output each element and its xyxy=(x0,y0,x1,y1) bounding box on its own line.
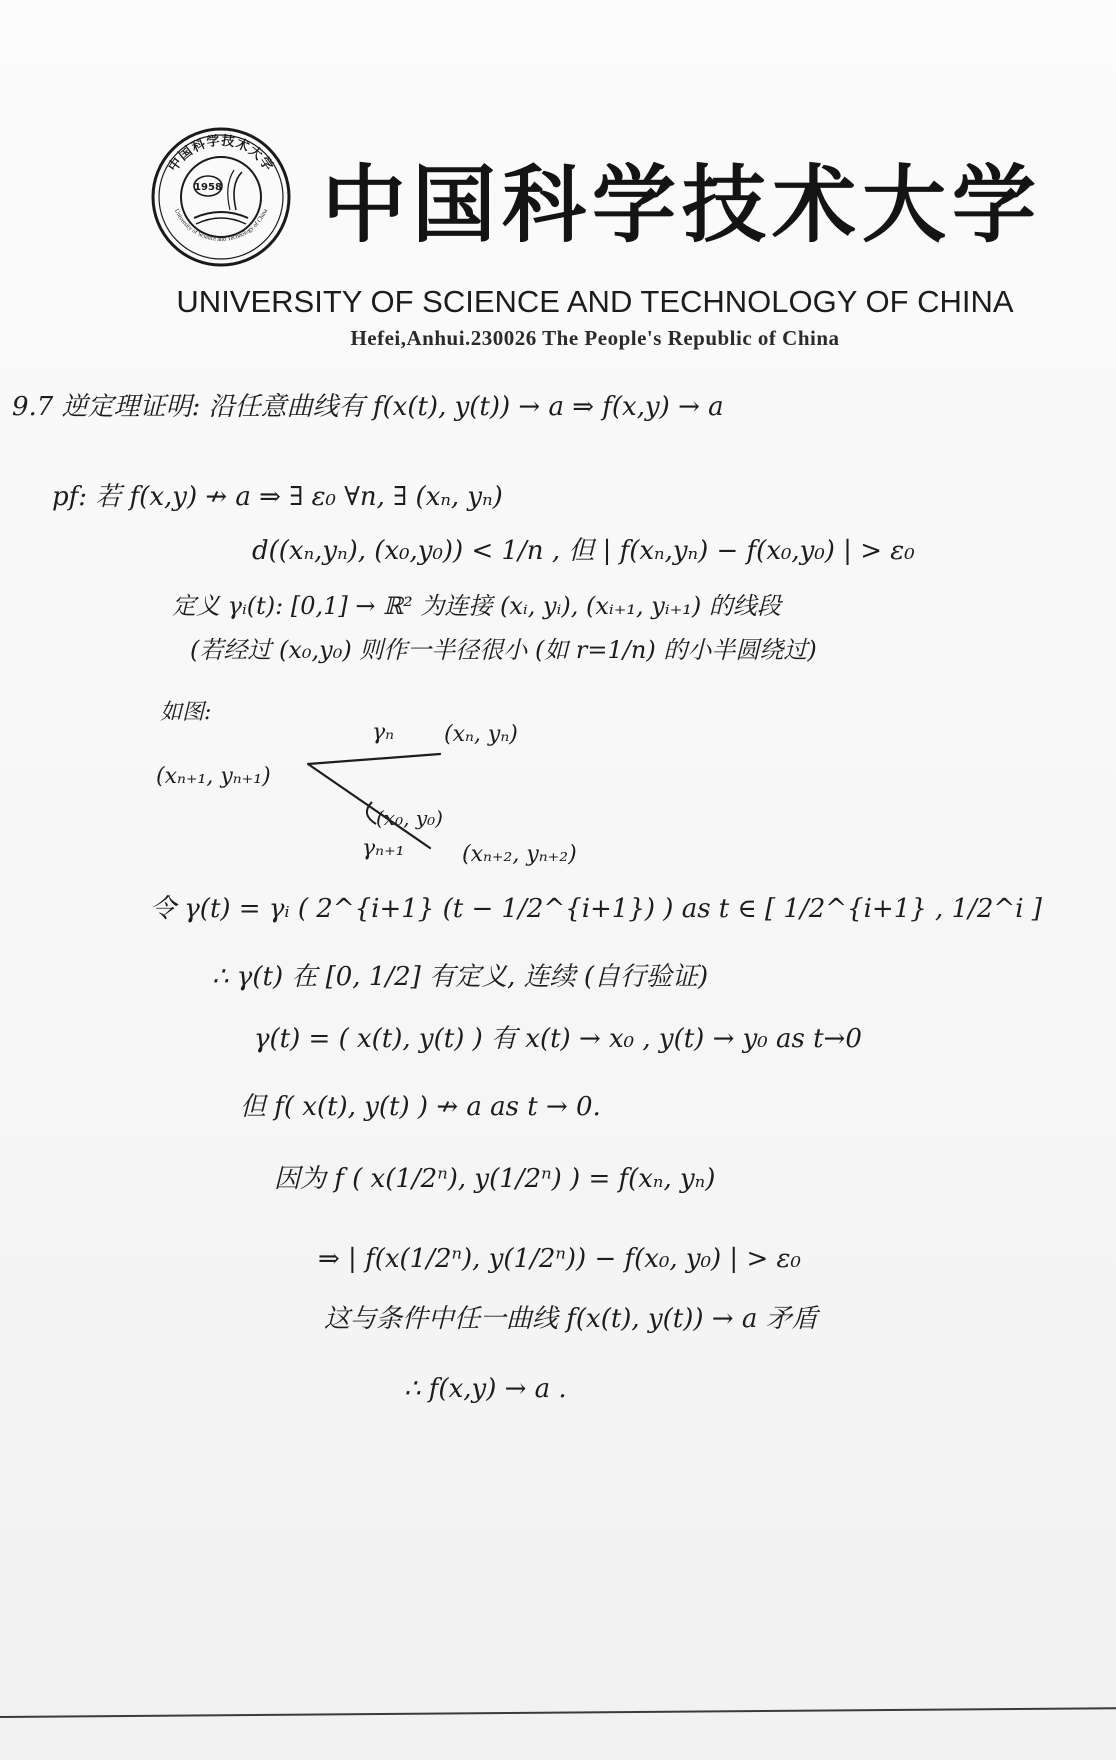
page-bottom-rule xyxy=(0,1707,1116,1718)
figure-origin-point: (x₀, y₀) xyxy=(376,806,443,830)
university-chinese-name: 中国科学技术大学 xyxy=(322,155,1043,254)
svg-text:University of Science and Tech: University of Science and Technology of China xyxy=(172,207,270,243)
but-line: 但 f( x(t), y(t) ) ↛ a as t → 0. xyxy=(240,1092,601,1122)
let-definition: 令 γ(t) = γᵢ ( 2^{i+1} (t − 1/2^{i+1}) ) as t ∈ [ 1/2^{i+1} , 1/2^i ] xyxy=(150,894,1042,924)
university-seal-logo xyxy=(150,126,292,268)
gamma-components-line: γ(t) = ( x(t), y(t) ) 有 x(t) → x₀ , y(t) → y₀ as t→0 xyxy=(254,1024,862,1054)
university-english-name: UNIVERSITY OF SCIENCE AND TECHNOLOGY OF CHINA xyxy=(176,284,1014,319)
definition-line-1: 定义 γᵢ(t): [0,1] → ℝ² 为连接 (xᵢ, yᵢ), (xᵢ₊₁, yᵢ₊₁) 的线段 xyxy=(172,592,781,620)
figure-gamma-n-plus-1: γₙ₊₁ xyxy=(362,836,405,861)
figure-point-n-plus-1: (xₙ₊₁, yₙ₊₁) xyxy=(156,764,271,789)
figure-gamma-n: γₙ xyxy=(372,720,395,745)
svg-text:中国科学技术大学: 中国科学技术大学 xyxy=(165,133,277,175)
figure-point-n-plus-2: (xₙ₊₂, yₙ₊₂) xyxy=(462,842,577,867)
figure-point-n: (xₙ, yₙ) xyxy=(444,722,518,747)
implies-line: ⇒ | f(x(1/2ⁿ), y(1/2ⁿ)) − f(x₀, y₀) | > ε₀ xyxy=(318,1244,801,1274)
conclusion-line: ∴ f(x,y) → a . xyxy=(404,1374,567,1404)
definition-line-2: (若经过 (x₀,y₀) 则作一半径很小 (如 r=1/n) 的小半圆绕过) xyxy=(190,636,817,664)
problem-statement: 9.7 逆定理证明: 沿任意曲线有 f(x(t), y(t)) → a ⇒ f(x,y) → a xyxy=(12,392,724,422)
figure-caption: 如图: xyxy=(160,700,212,725)
continuity-line: ∴ γ(t) 在 [0, 1/2] 有定义, 连续 (自行验证) xyxy=(212,962,709,992)
proof-line-1: pf: 若 f(x,y) ↛ a ⇒ ∃ ε₀ ∀n, ∃ (xₙ, yₙ) xyxy=(52,482,503,512)
proof-line-2: d((xₙ,yₙ), (x₀,y₀)) < 1/n , 但 | f(xₙ,yₙ) − f(x₀,y₀) | > ε₀ xyxy=(252,536,915,566)
university-address: Hefei,Anhui.230026 The People's Republic of China xyxy=(350,326,840,350)
svg-text:1958: 1958 xyxy=(194,182,222,193)
contradiction-line: 这与条件中任一曲线 f(x(t), y(t)) → a 矛盾 xyxy=(324,1304,818,1334)
because-line: 因为 f ( x(1/2ⁿ), y(1/2ⁿ) ) = f(xₙ, yₙ) xyxy=(274,1164,716,1194)
